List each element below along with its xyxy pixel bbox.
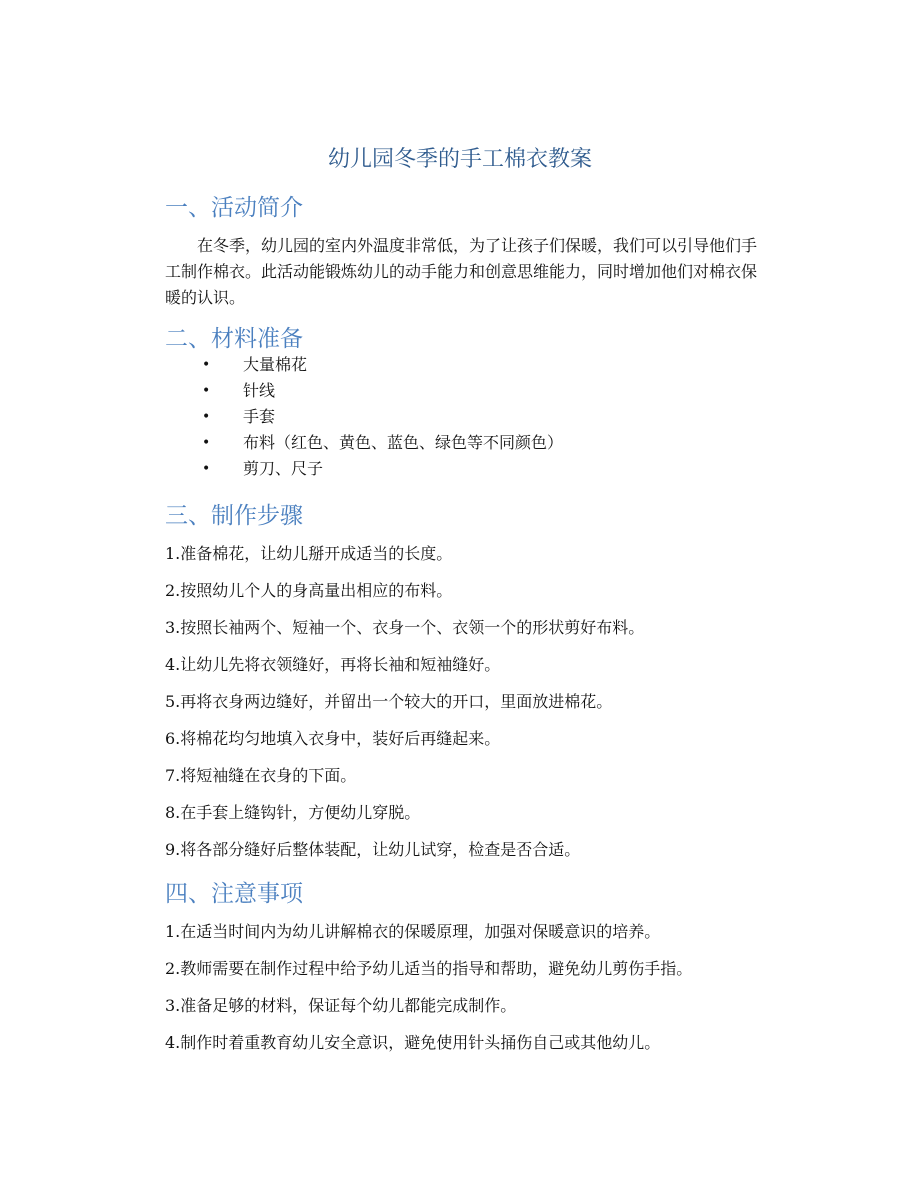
bullet-icon: • xyxy=(202,435,211,451)
material-label: 针线 xyxy=(243,381,276,400)
step-item: 9.将各部分缝好后整体装配，让幼儿试穿，检查是否合适。 xyxy=(165,840,581,859)
section-heading-materials: 二、材料准备 xyxy=(165,326,303,352)
section-heading-steps: 三、制作步骤 xyxy=(165,503,303,529)
note-item: 3.准备足够的材料，保证每个幼儿都能完成制作。 xyxy=(165,996,517,1015)
step-item: 3.按照长袖两个、短袖一个、衣身一个、衣领一个的形状剪好布料。 xyxy=(165,618,645,637)
bullet-icon: • xyxy=(202,383,211,399)
bullet-icon: • xyxy=(202,409,211,425)
bullet-icon: • xyxy=(202,461,211,477)
document-title: 幼儿园冬季的手工棉衣教案 xyxy=(327,147,592,172)
section-heading-intro: 一、活动简介 xyxy=(165,195,303,221)
note-item: 4.制作时着重教育幼儿安全意识，避免使用针头捅伤自己或其他幼儿。 xyxy=(165,1033,661,1052)
step-item: 8.在手套上缝钩针，方便幼儿穿脱。 xyxy=(165,803,421,822)
material-label: 布料（红色、黄色、蓝色、绿色等不同颜色） xyxy=(243,433,564,452)
note-item: 2.教师需要在制作过程中给予幼儿适当的指导和帮助，避免幼儿剪伤手指。 xyxy=(165,959,693,978)
material-label: 手套 xyxy=(243,407,276,426)
notes-list xyxy=(165,921,692,1069)
step-item: 6.将棉花均匀地填入衣身中，装好后再缝起来。 xyxy=(165,729,501,748)
steps-list xyxy=(165,543,644,876)
note-item: 1.在适当时间内为幼儿讲解棉衣的保暖原理，加强对保暖意识的培养。 xyxy=(165,922,661,941)
bullet-icon: • xyxy=(202,357,211,373)
step-item: 5.再将衣身两边缝好，并留出一个较大的开口，里面放进棉花。 xyxy=(165,692,613,711)
material-label: 剪刀、尺子 xyxy=(243,459,324,478)
material-label: 大量棉花 xyxy=(243,355,308,374)
intro-paragraph: 在冬季，幼儿园的室内外温度非常低，为了让孩子们保暖，我们可以引导他们手工制作棉衣。此活动能锻炼幼儿的动手能力和创意思维能力，同时增加他们对棉衣保暖的认识。 xyxy=(165,236,758,307)
step-item: 7.将短袖缝在衣身的下面。 xyxy=(165,766,357,785)
step-item: 2.按照幼儿个人的身高量出相应的布料。 xyxy=(165,581,453,600)
step-item: 4.让幼儿先将衣领缝好，再将长袖和短袖缝好。 xyxy=(165,655,501,674)
step-item: 1.准备棉花，让幼儿掰开成适当的长度。 xyxy=(165,544,453,563)
section-heading-notes: 四、注意事项 xyxy=(165,881,303,907)
